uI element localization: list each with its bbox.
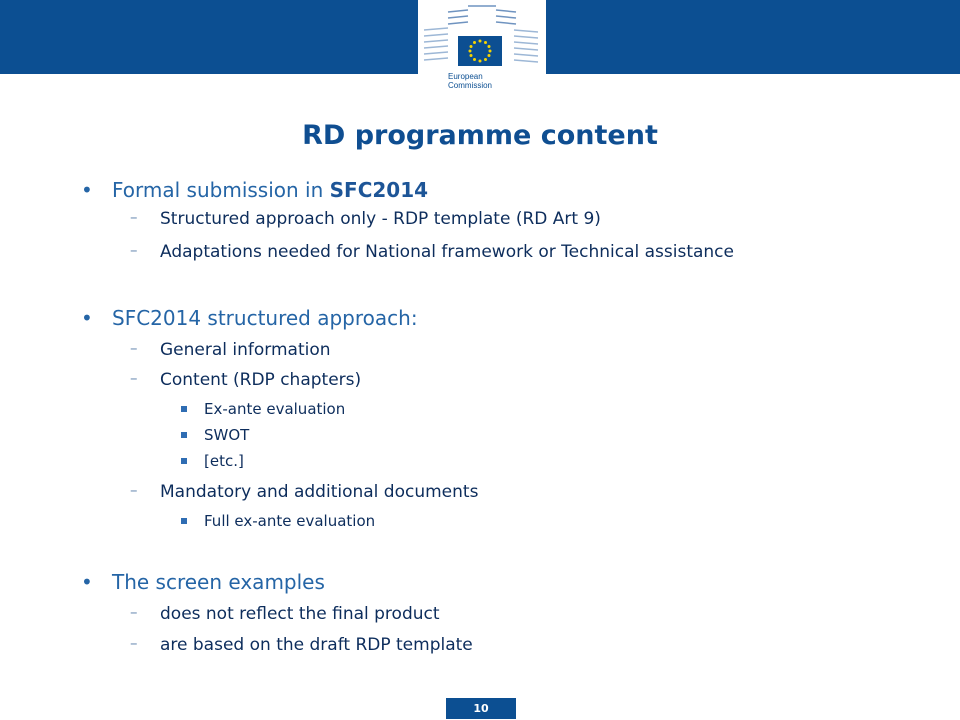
european-commission-logo <box>418 0 546 100</box>
dash-bullet-icon: – <box>130 339 138 357</box>
square-bullet-icon <box>181 406 187 412</box>
sub-sub-bullet-swot: SWOT <box>204 426 249 444</box>
dash-bullet-icon: – <box>130 481 138 499</box>
sub-bullet-content-chapters: – Content (RDP chapters) <box>130 369 362 390</box>
bullet-dot-icon: • <box>81 306 93 330</box>
slide-title: RD programme content <box>302 120 658 151</box>
dash-bullet-icon: – <box>130 369 138 387</box>
dash-bullet-icon: – <box>130 208 138 226</box>
bullet-dot-icon: • <box>81 570 93 594</box>
logo-caption: European Commission <box>448 72 493 90</box>
square-bullet-icon <box>181 432 187 438</box>
berlaymont-building-icon <box>418 0 546 74</box>
sub-bullet-mandatory-documents: – Mandatory and additional documents <box>130 481 479 502</box>
sub-bullet-general-information: – General information <box>130 339 331 360</box>
bullet-screen-examples: • The screen examples <box>81 570 325 594</box>
dash-bullet-icon: – <box>130 241 138 259</box>
sub-sub-bullet-ex-ante: Ex-ante evaluation <box>204 400 345 418</box>
page-number: 10 <box>446 698 516 719</box>
sub-bullet-adaptations: – Adaptations needed for National framework or Technical assistance <box>130 241 734 262</box>
sub-bullet-structured-approach: – Structured approach only - RDP template (RD Art 9) <box>130 208 601 229</box>
square-bullet-icon <box>181 458 187 464</box>
dash-bullet-icon: – <box>130 634 138 652</box>
sub-bullet-draft-template: – are based on the draft RDP template <box>130 634 473 655</box>
dash-bullet-icon: – <box>130 603 138 621</box>
bullet-sfc-structured: • SFC2014 structured approach: <box>81 306 418 330</box>
square-bullet-icon <box>181 518 187 524</box>
sub-sub-bullet-full-ex-ante: Full ex-ante evaluation <box>204 512 375 530</box>
sub-bullet-not-final: – does not reflect the final product <box>130 603 440 624</box>
bullet-dot-icon: • <box>81 178 93 202</box>
sub-sub-bullet-etc: [etc.] <box>204 452 244 470</box>
bullet-formal-submission: • Formal submission in SFC2014 <box>81 178 429 202</box>
